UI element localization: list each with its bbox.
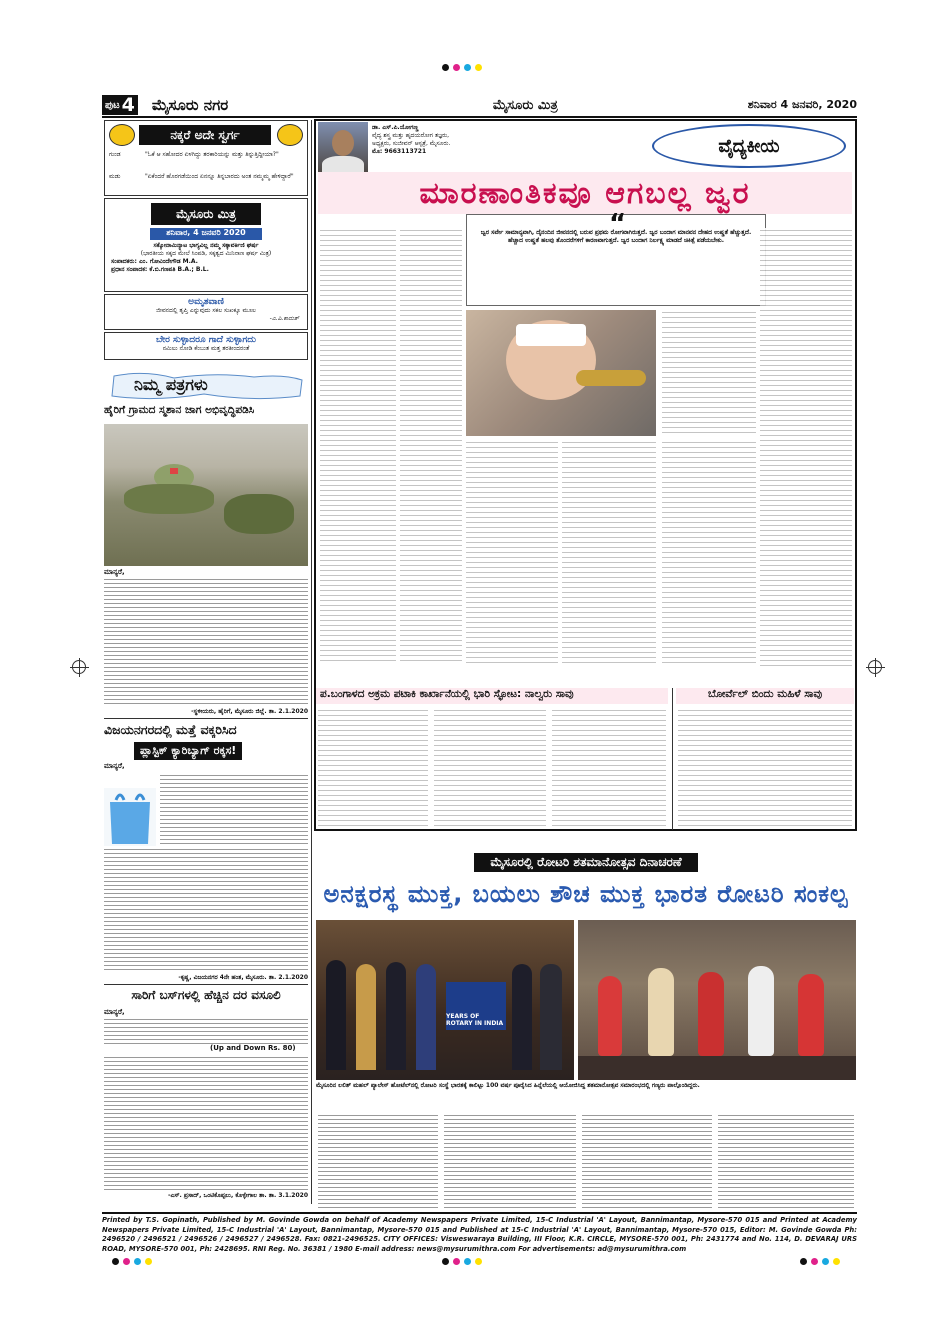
rotary-dance-photo (578, 920, 856, 1080)
registration-dots-bottom-center (442, 1258, 482, 1265)
author-title: ವೈದ್ಯ ಶಸ್ತ್ರ ಮತ್ತು ಹೃದಯರೋಗ ತಜ್ಞರು, (372, 132, 450, 139)
rotary-col-2 (444, 1114, 576, 1208)
masthead-line-2: (ಭಾರತೀಯ ಸಕ್ಕದ ಮೇಲೆ ಸಿಂಪಡಿ, ಸಕ್ಕತ್ವದ ಮಿನಿನಾಣ ಘರ್ಷ ಮಿತ್ರ) (140, 250, 272, 257)
dialog-line-1: "ಓಕೆ ಆ ಸಹೋದರ ಏಳಗಿದ್ದು ತರಕಾರಿಯನ್ನು ಮತ್ತು ತಿನ್ನುತ್ತಿದ್ದೀಯಾ?" (145, 151, 279, 158)
editor-line: ಸಂಪಾದಕರು: ಎಂ. ಗೋವಿಂದೇಗೌಡ M.A. (111, 258, 198, 265)
author-name: ಡಾ. ಎಸ್.ಪಿ.ಯೋಗಣ್ಣ (372, 124, 419, 131)
author-phone: ಮೊ: 9663113721 (372, 148, 427, 155)
rotary-col-4 (718, 1114, 854, 1208)
page-number-box (102, 95, 138, 115)
dialog-speaker-1: ಗುಂಡ (109, 151, 121, 158)
health-col-4-top (662, 310, 756, 436)
letter-2-signature: -ಕೃಷ್ಣ, ವಿಜಯನಗರ 4ನೇ ಹಂತ, ಮೈಸೂರು. ತಾ. 2.1.2020 (178, 974, 308, 981)
nakkare-box (104, 120, 308, 196)
letter-2-salutation: ಮಾನ್ಯರೆ, (104, 762, 125, 770)
letter-3-signature: -ಎಸ್. ಪ್ರಸಾದ್, ಒಂಟಿಕೊಪ್ಪಲು, ಕೊಳ್ಳೇಗಾಲ ತಾ. ತಾ. 3.1.2020 (168, 1192, 308, 1199)
pull-quote (466, 209, 766, 306)
letter-1-headline: ಹೈರಿಗೆ ಗ್ರಾಮದ ಸ್ಮಶಾನ ಜಾಗ ಅಭಿವೃದ್ಧಿಪಡಿಸಿ (104, 404, 255, 416)
quote-mark-icon: “ (609, 209, 627, 239)
letter-1-signature: -ಸ್ಥಳೀಯರು, ಹೈರಿಗೆ, ಮೈಸೂರು ಜಿಲ್ಲೆ. ತಾ. 2.1.2020 (191, 708, 308, 715)
health-col-3b (466, 440, 558, 664)
health-col-4c (662, 440, 756, 664)
laughing-face-icon-right (277, 124, 303, 146)
co-editor-line: ಪ್ರಧಾನ ಸಂಪಾದಕ: ಕೆ.ಬಿ.ಗಣಪತಿ B.A.; B.L. (111, 266, 209, 273)
health-col-1 (320, 228, 396, 664)
letter-2-headline: ವಿಜಯನಗರದಲ್ಲಿ ಮತ್ತೆ ವಕ್ಕರಿಸಿದ (104, 722, 237, 737)
rotary-dignitaries-photo (316, 920, 574, 1080)
author-info (372, 124, 532, 156)
divider (104, 718, 308, 719)
letter-1-salutation: ಮಾನ್ಯರೆ, (104, 568, 125, 576)
blast-col-1 (318, 708, 428, 828)
registration-mark-left (72, 660, 86, 674)
rotary-kicker-bar (316, 852, 856, 872)
masthead-box (104, 198, 308, 292)
letter-2-subhead: ಪ್ಲಾಸ್ಟಿಕ್ ಕ್ಯಾರಿಬ್ಯಾಗ್ ರಕ್ಕಸ! (134, 742, 242, 760)
proverb-text: ನಮಿಲು ನೋಡಿ ಕೆಂಬುತ ಮತ್ತ ತರತೀಂದರಂತೆ (162, 345, 250, 352)
letter-3-fare: (Up and Down Rs. 80) (210, 1044, 296, 1052)
blast-headline: ಪ.ಬಂಗಾಳದ ಅಕ್ರಮ ಪಟಾಕಿ ಕಾರ್ಖಾನೆಯಲ್ಲಿ ಭಾರಿ ಸ್ಫೋಟ: ನಾಲ್ವರು ಸಾವು (316, 688, 668, 704)
category-badge: ವೈದ್ಯಕೀಯ (652, 124, 846, 168)
rotary-col-1 (318, 1114, 438, 1208)
header-date: ಶನಿವಾರ 4 ಜನವರಿ, 2020 (747, 98, 857, 111)
divider (104, 984, 308, 985)
blast-col-2 (434, 708, 546, 828)
registration-dots-top-center (442, 64, 482, 71)
rotary-headline: ಅನಕ್ಷರಸ್ಥ ಮುಕ್ತ, ಬಯಲು ಶೌಚ ಮುಕ್ತ ಭಾರತ ರೋಟರಿ ಸಂಕಲ್ಪ (323, 880, 849, 908)
letter-3-body-a (104, 1018, 308, 1044)
masthead-small: ಮೈಸೂರು ಮಿತ್ರ (492, 97, 558, 113)
cemetery-photo (104, 424, 308, 566)
footer-imprint: Printed by T.S. Gopinath, Published by M. Govinde Gowda on behalf of Academy Newspapers Private Limited, 15-C Industrial 'A' Layout, Bannimantap, Mysore-570 015 and Printed at Academy Newspapers Private Limited, 15-C Industrial 'A' Layout, Bannimantap, Mysore-570 015 and Published at 15-C Industrial 'A' Layout, Bannimantap, Mysore-570 015, Editor: M. Govinde Gowda Ph: 2496520 / 2496521 / 2496526 / 2496527 / 2496528. Fax: 0821-2496525. CITY OFFICES: Visweswaraya Building, III Floor, K.R. CIRCLE, MYSORE-570 001, Ph: 2431774 and No. 114, D. DEVARAJ URS ROAD, MYSORE-570 001, Ph: 2428695. RNI Reg. No. 36381 / 1980 E-mail address: news@mysurumithra.com For advertisements: ad@mysurumithra.com (102, 1216, 857, 1253)
masthead-date: ಶನಿವಾರ, 4 ಜನವರಿ 2020 (150, 228, 262, 240)
page-header (102, 94, 857, 118)
masthead-line-1: ಸಕ್ಕೋನಾಮಿನ್ಯಾಟ ಭಾಗ್ಯವಿಲ್ಲ ನಮ್ಮ ಸಕ್ಕಾವರ್ಕಿಣಿ ಘರ್ಷ (153, 242, 259, 249)
registration-dots-bottom-left (112, 1258, 152, 1265)
plastic-bag-icon (104, 788, 156, 846)
column-divider (311, 120, 312, 1204)
rotary-caption: ಮೈಸೂರಿನ ಲಲಿತ್ ಮಹಲ್ ಪ್ಯಾಲೇಸ್ ಹೋಟೆಲ್‌ನಲ್ಲಿ ರೋಟರಿ ಸಂಸ್ಥೆ ಭಾರತಕ್ಕೆ ಕಾಲಿಟ್ಟು 100 ವರ್ಷ ಪೂರೈಸಿದ ಹಿನ್ನೆಲೆಯಲ್ಲಿ ಆಯೋಜಿಸಿದ್ದ ಶತಮಾನೋತ್ಸವ ಸಮಾರಂಭದಲ್ಲಿ ಗಣ್ಯರು ಪಾಲ್ಗೊಂಡಿದ್ದರು. (316, 1082, 700, 1089)
blast-col-3 (552, 708, 666, 828)
letters-banner-title: ನಿಮ್ಮ ಪತ್ರಗಳು (134, 375, 208, 394)
page-number: 4 (121, 94, 135, 116)
footer-rule (102, 1212, 857, 1214)
amrutavani-box (104, 294, 308, 330)
rotary-col-3 (582, 1114, 712, 1208)
rotary-kicker: ಮೈಸೂರಲ್ಲಿ ರೋಟರಿ ಶತಮಾನೋತ್ಸವ ದಿನಾಚರಣೆ (474, 853, 697, 872)
amrutavani-text: ಜೀವನದಲ್ಲಿ ತೃಪ್ತಿ ಎನ್ನುವುದು ಸಕಲ ಸುಖಕ್ಕೂ ಮೂಲ (156, 307, 256, 314)
letter-2-body-a (160, 774, 308, 846)
author-photo (318, 122, 368, 174)
laughing-face-icon (109, 124, 135, 146)
section-title: ಮೈಸೂರು ನಗರ (151, 96, 229, 114)
letter-1-body (104, 578, 308, 706)
proverb-box (104, 332, 308, 360)
amrutavani-title: ಅಮೃತವಾಣಿ (188, 297, 224, 307)
plastic-bag-photo (104, 788, 156, 846)
page-label: ಪುಟ (105, 99, 120, 111)
letter-3-body-b (104, 1056, 308, 1192)
letter-3-headline: ಸಾರಿಗೆ ಬಸ್‌ಗಳಲ್ಲಿ ಹೆಚ್ಚಿನ ದರ ವಸೂಲಿ (131, 988, 281, 1002)
dialog-speaker-2: ಮಡು (109, 173, 121, 180)
sick-child-photo (466, 310, 656, 436)
health-col-5 (760, 228, 852, 668)
borewell-body (678, 708, 852, 828)
letter-2-body-b (104, 848, 308, 972)
author-hospital: ಅಧ್ಯಕ್ಷರು, ಸುಜೀವನ್ ಆಸ್ಪತ್ರೆ, ಮೈಸೂರು. (372, 140, 451, 147)
nakkare-title: ನಕ್ಕರೆ ಅದೇ ಸ್ವರ್ಗ (139, 125, 271, 145)
pull-quote-text: ಜ್ವರ ಸರ್ವೇ ಸಾಮಾನ್ಯವಾಗಿ, ದೈನಂದಿನ ಜೀವನದಲ್ಲಿ ಬರುವ ಪ್ರಥಮ ರೋಗವಾಗಿರುತ್ತದೆ. ಜ್ವರ ಬಂದಾಗ ಮಾನವನ ದೇಹದ ಉಷ್ಣತೆ ಹೆಚ್ಚುತ್ತದೆ. ಹೆಚ್ಚಾದ ಉಷ್ಣತೆ ಹಲವು ತೊಂದರೆಗಳಿಗೆ ಕಾರಣವಾಗುತ್ತದೆ. ಜ್ವರ ಬಂದಾಗ ನಿರ್ಲಕ್ಷ್ಯ ಮಾಡದೆ ಚಿಕಿತ್ಸೆ ಪಡೆಯಬೇಕು. (480, 229, 752, 244)
amrutavani-author: -ಎ.ಪಿ.ಕಾಮತ್ (269, 315, 299, 322)
proverb-title: ಬೇರ ಸುಳ್ಳಾದರೂ ಗಾದೆ ಸುಳ್ಳಾಗದು (156, 335, 256, 345)
health-headline: ಮಾರಣಾಂತಿಕವೂ ಆಗಬಲ್ಲ ಜ್ವರ (318, 172, 852, 214)
registration-mark-right (868, 660, 882, 674)
rotary-banner: YEARS OF ROTARY IN INDIA (446, 982, 506, 1030)
letters-banner (104, 372, 308, 400)
borewell-headline: ಬೋರ್ವೆಲ್ ಬಿಂದು ಮಹಿಳೆ ಸಾವು (676, 688, 854, 704)
letter-3-salutation: ಮಾನ್ಯರೆ, (104, 1008, 125, 1016)
divider (672, 688, 673, 830)
dialog-line-2: "ಏಕೆಂದರೆ ಹೊರಗಡೆಯಿಂದ ಏನನ್ನೂ ತಿನ್ನಬಾರದು ಅಂತ ನಮ್ಮಮ್ಮ ಹೇಳಿದ್ದಾರೆ" (145, 173, 294, 180)
registration-dots-bottom-right (800, 1258, 840, 1265)
health-col-2 (400, 228, 462, 664)
masthead-logo: ಮೈಸೂರು ಮಿತ್ರ (151, 203, 261, 225)
health-col-4b (562, 440, 656, 664)
